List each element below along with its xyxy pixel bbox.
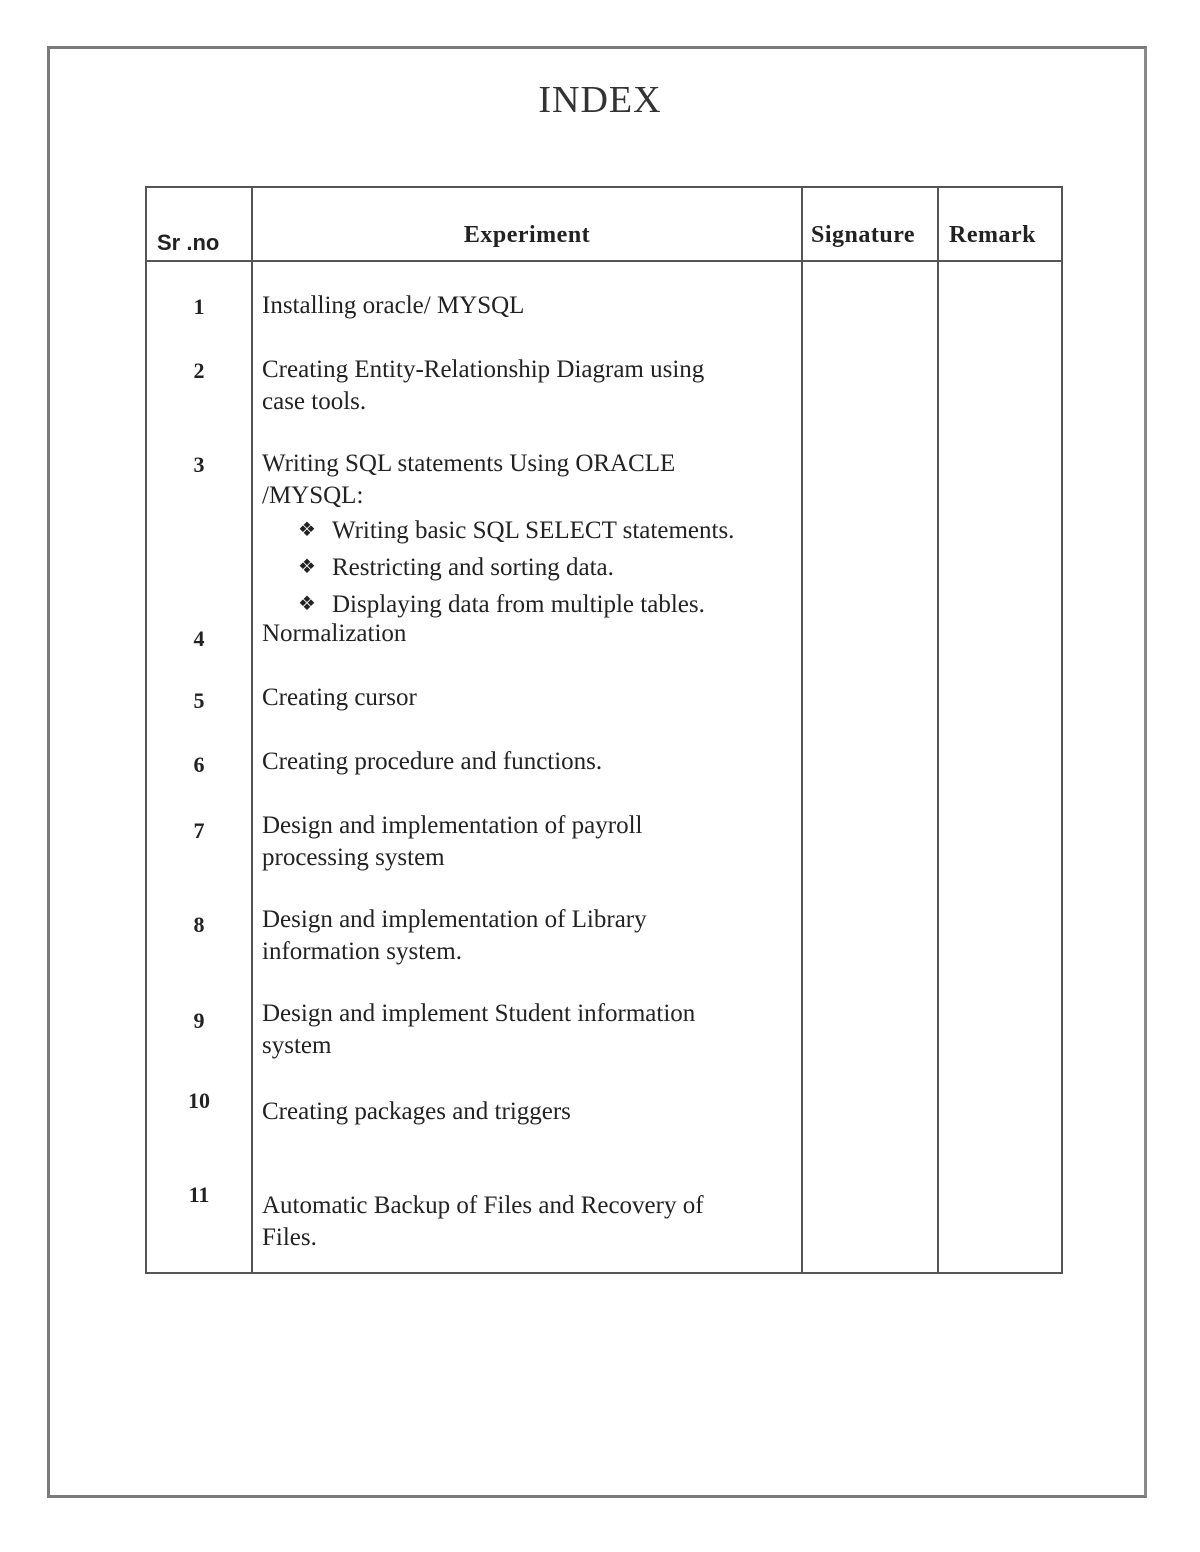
row-number: 4 [193, 626, 205, 651]
sub-topic-list [262, 512, 790, 623]
experiment-text [262, 290, 790, 322]
diamond-bullet-icon: ❖ [298, 519, 316, 541]
sub-topic-text: Restricting and sorting data. [332, 554, 614, 581]
experiment-line: Design and implement Student information [262, 1000, 696, 1027]
experiment-text [262, 998, 790, 1062]
column-divider [801, 188, 803, 1272]
experiment-text [262, 810, 790, 874]
header-divider [147, 260, 1061, 262]
row-number: 9 [193, 1008, 205, 1033]
column-divider [937, 188, 939, 1272]
row-number: 10 [188, 1088, 210, 1113]
experiment-line: Creating cursor [262, 684, 417, 711]
experiment-text [262, 1190, 790, 1254]
header-experiment: Experiment [463, 222, 591, 248]
row-number: 8 [193, 912, 205, 937]
row-number: 2 [193, 358, 205, 383]
row-number: 3 [193, 452, 205, 477]
experiment-line: Creating Entity-Relationship Diagram using [262, 356, 705, 383]
experiment-text [262, 682, 790, 714]
list-item [262, 549, 790, 586]
header-sr-no: Sr .no [157, 230, 220, 255]
row-number: 1 [193, 294, 205, 319]
experiment-text [262, 746, 790, 778]
page-title: INDEX [538, 79, 662, 121]
row-number: 7 [193, 818, 205, 843]
experiment-line: processing system [262, 844, 445, 871]
column-divider [251, 188, 253, 1272]
experiment-line: Writing SQL statements Using ORACLE [262, 450, 676, 477]
experiment-line: Design and implementation of payroll [262, 812, 643, 839]
sub-topic-text: Displaying data from multiple tables. [332, 591, 705, 618]
experiment-line: system [262, 1032, 332, 1059]
experiment-text [262, 618, 790, 650]
index-table [145, 186, 1063, 1274]
list-item [262, 512, 790, 549]
experiment-line: Creating procedure and functions. [262, 748, 603, 775]
experiment-text [262, 1096, 790, 1128]
experiment-line: Installing oracle/ MYSQL [262, 292, 525, 319]
experiment-line: Files. [262, 1224, 317, 1251]
header-signature: Signature [811, 222, 916, 248]
experiment-line: case tools. [262, 388, 367, 415]
experiment-text [262, 904, 790, 968]
experiment-line: Design and implementation of Library [262, 906, 647, 933]
row-number: 11 [188, 1182, 210, 1207]
diamond-bullet-icon: ❖ [298, 556, 316, 578]
experiment-line: Creating packages and triggers [262, 1098, 571, 1125]
diamond-bullet-icon: ❖ [298, 593, 316, 615]
experiment-line: Automatic Backup of Files and Recovery of [262, 1192, 704, 1219]
row-number: 6 [193, 752, 205, 777]
experiment-line: information system. [262, 938, 462, 965]
row-number: 5 [193, 688, 205, 713]
experiment-text [262, 354, 790, 418]
sub-topic-text: Writing basic SQL SELECT statements. [332, 517, 735, 544]
header-remark: Remark [949, 222, 1036, 248]
experiment-line: Normalization [262, 620, 407, 647]
experiment-text [262, 448, 790, 623]
experiment-line: /MYSQL: [262, 482, 364, 509]
